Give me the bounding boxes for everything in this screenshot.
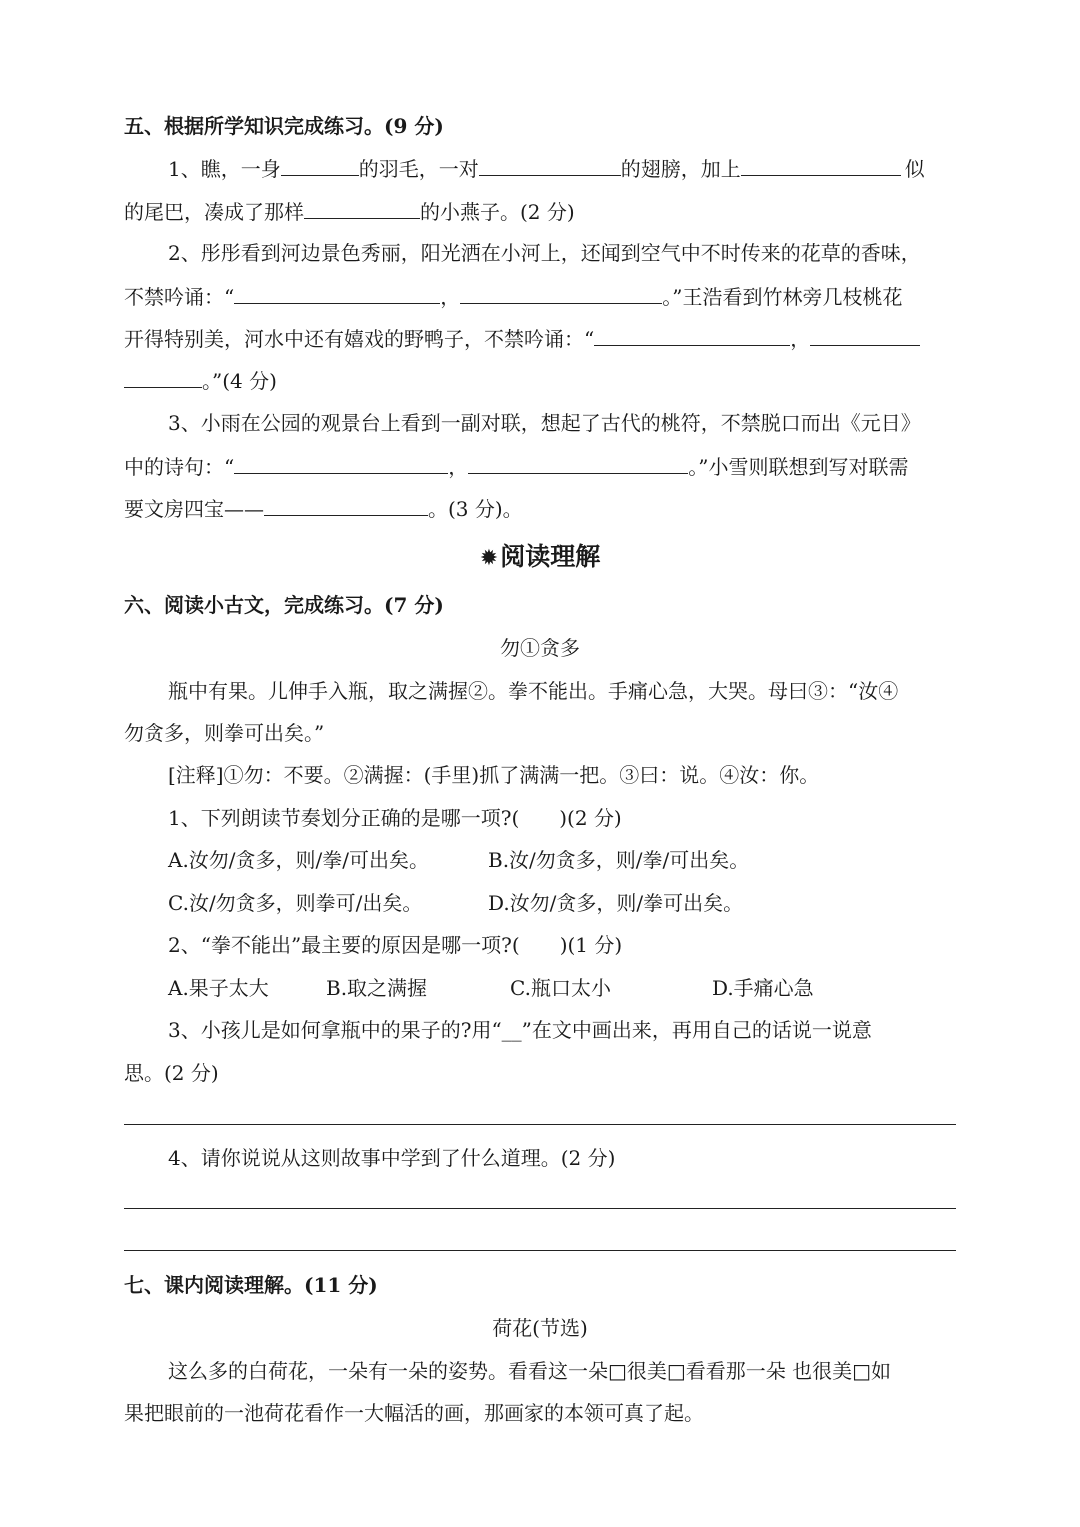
answer-blank-q1-c[interactable] xyxy=(741,153,901,176)
section6-q2-opt-d[interactable]: D.手痛心急 xyxy=(712,976,814,1000)
answer-blank-q3-b[interactable] xyxy=(468,451,688,474)
section6-passage-line2: 勿贪多，则拳可出矣。” xyxy=(124,721,325,745)
q3-text-4: 。”小雪则联想到写对联需 xyxy=(688,455,909,479)
section7-passage-title: 荷花(节选) xyxy=(492,1316,588,1340)
section7-passage-line2: 果把眼前的一池荷花看作一大幅活的画，那画家的本领可真了起。 xyxy=(124,1401,704,1425)
q2-text-3: ， xyxy=(440,285,461,309)
q1-text-5: 的尾巴，凑成了那样 xyxy=(124,200,304,224)
q1-text-1: 1、瞧，一身 xyxy=(168,157,281,181)
section5-q2-line3 xyxy=(124,323,920,354)
answer-line-q4-b[interactable] xyxy=(124,1250,956,1251)
section5-title: 五、根据所学知识完成练习。(9 分) xyxy=(124,114,444,138)
section6-q1-opt-a[interactable]: A.汝勿/贪多，则/拳/可出矣。 xyxy=(168,848,430,872)
q1-text-4: 似 xyxy=(904,157,925,181)
section6-q2-stem xyxy=(168,930,622,960)
answer-line-q3[interactable] xyxy=(124,1124,956,1125)
q2-text-6: ， xyxy=(790,327,811,351)
section7-passage-line1: 这么多的白荷花，一朵有一朵的姿势。看看这一朵□很美□看看那一朵 也很美□如 xyxy=(168,1359,892,1383)
q3-text-6: 。(3 分)。 xyxy=(428,497,523,521)
star-icon: ✹ xyxy=(479,546,499,571)
answer-blank-q3-a[interactable] xyxy=(234,451,448,474)
section6-q2-opt-b[interactable]: B.取之满握 xyxy=(326,976,428,1000)
q2-text-2: 不禁吟诵：“ xyxy=(124,285,235,309)
section7-title: 七、课内阅读理解。(11 分) xyxy=(124,1273,378,1297)
section5-q1-line2 xyxy=(124,196,575,227)
answer-blank-q2-b[interactable] xyxy=(460,281,662,304)
answer-blank-q1-b[interactable] xyxy=(479,153,621,176)
section5-q2-line2 xyxy=(124,281,902,312)
q2-text-4: 。”王浩看到竹林旁几枝桃花 xyxy=(662,285,903,309)
answer-blank-q2-c[interactable] xyxy=(594,323,790,346)
section6-q2-opt-a[interactable]: A.果子太大 xyxy=(168,976,269,1000)
section6-q2-opt-c[interactable]: C.瓶口太小 xyxy=(510,976,611,1000)
section6-q1-stem xyxy=(168,803,622,833)
q1-text-3: 的翅膀，加上 xyxy=(620,157,741,181)
answer-blank-q2-d[interactable] xyxy=(810,323,920,346)
section5-q2-line4 xyxy=(124,365,277,396)
answer-blank-q1-d[interactable] xyxy=(304,196,420,219)
q3-text-2: 中的诗句：“ xyxy=(124,455,235,479)
section6-passage-title: 勿①贪多 xyxy=(500,636,580,660)
section6-notes: [注释]①勿：不要。②满握：(手里)抓了满满一把。③曰：说。④汝：你。 xyxy=(168,763,820,787)
section6-q4: 4、请你说说从这则故事中学到了什么道理。(2 分) xyxy=(168,1146,616,1170)
answer-blank-q2-a[interactable] xyxy=(234,281,440,304)
q1-text-2: 的羽毛，一对 xyxy=(358,157,479,181)
q3-text-3: ， xyxy=(448,455,469,479)
q1-stem-a: 1、下列朗读节奏划分正确的是哪一项?( xyxy=(168,806,520,830)
q1-text-6: 的小燕子。(2 分) xyxy=(420,200,575,224)
section5-q3-line3 xyxy=(124,493,523,524)
q2-text-5: 开得特别美，河水中还有嬉戏的野鸭子，不禁吟诵：“ xyxy=(124,327,595,351)
section6-q1-opt-c[interactable]: C.汝/勿贪多，则拳可/出矣。 xyxy=(168,891,423,915)
section6-q1-opt-d[interactable]: D.汝勿/贪多，则/拳可出矣。 xyxy=(488,891,744,915)
answer-blank-q1-a[interactable] xyxy=(281,153,359,176)
q2-text-7: 。”(4 分) xyxy=(202,369,277,393)
section6-title: 六、阅读小古文，完成练习。(7 分) xyxy=(124,593,444,617)
answer-blank-q3-c[interactable] xyxy=(264,493,428,516)
reading-heading-text: 阅读理解 xyxy=(500,542,601,571)
section6-q3-line1: 3、小孩儿是如何拿瓶中的果子的?用“__”在文中画出来，再用自己的话说一说意 xyxy=(168,1018,872,1042)
answer-line-q4-a[interactable] xyxy=(124,1208,956,1209)
q2-stem-a: 2、“拳不能出”最主要的原因是哪一项?( xyxy=(168,933,520,957)
section5-q3-line2 xyxy=(124,451,908,482)
section6-passage-line1: 瓶中有果。儿伸手入瓶，取之满握②。拳不能出。手痛心急，大哭。母曰③：“汝④ xyxy=(168,679,899,703)
section5-q1-line1 xyxy=(168,153,925,184)
reading-comprehension-heading xyxy=(0,540,1080,576)
section5-q2-line1: 2、彤彤看到河边景色秀丽，阳光洒在小河上，还闻到空气中不时传来的花草的香味， xyxy=(168,241,921,265)
q3-text-5: 要文房四宝—— xyxy=(124,497,264,521)
section5-q3-line1: 3、小雨在公园的观景台上看到一副对联，想起了古代的桃符，不禁脱口而出《元日》 xyxy=(168,411,921,435)
section6-q3-line2: 思。(2 分) xyxy=(124,1061,219,1085)
section6-q1-opt-b[interactable]: B.汝/勿贪多，则/拳/可出矣。 xyxy=(488,848,750,872)
q2-stem-b: )(1 分) xyxy=(559,933,623,957)
q1-stem-b: )(2 分) xyxy=(559,806,622,830)
answer-blank-q2-e[interactable] xyxy=(124,365,202,388)
